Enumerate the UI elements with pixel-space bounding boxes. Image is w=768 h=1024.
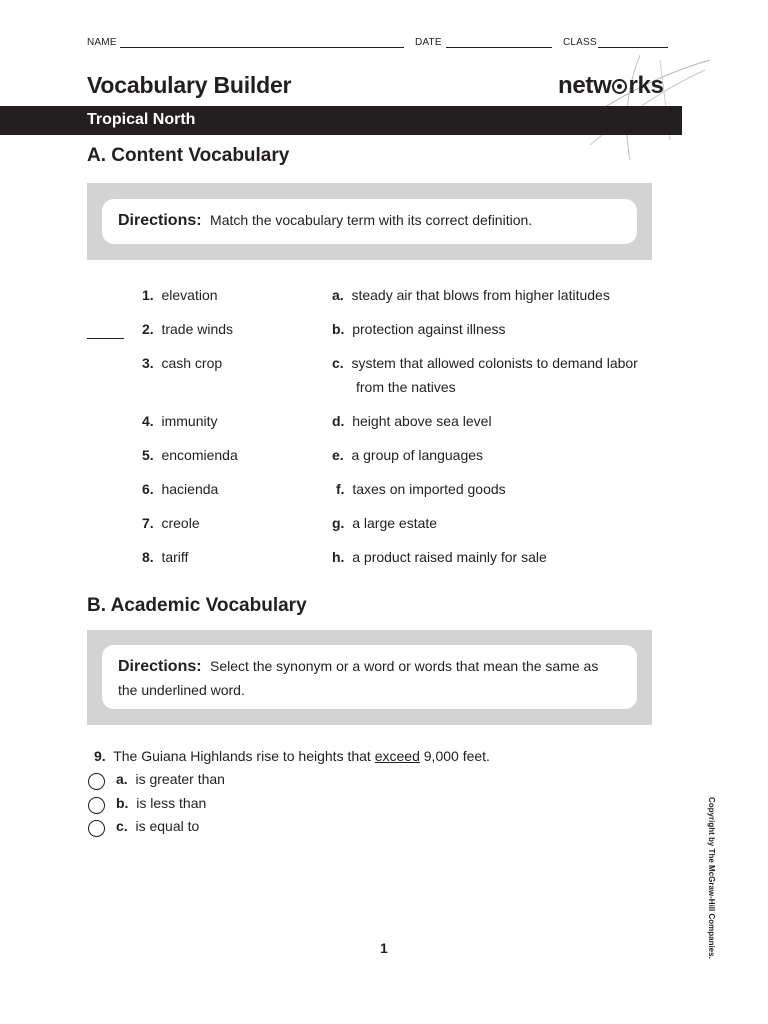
option-c-radio[interactable] bbox=[88, 820, 105, 837]
option-a-radio[interactable] bbox=[88, 773, 105, 790]
definition-row-c: c. system that allowed colonists to demand labor bbox=[332, 355, 638, 371]
class-blank[interactable] bbox=[598, 47, 668, 48]
term-row-6: 6. hacienda bbox=[142, 481, 219, 497]
answer-blank-2[interactable] bbox=[87, 338, 124, 339]
underlined-word: exceed bbox=[374, 748, 420, 764]
page-title: Vocabulary Builder bbox=[87, 72, 292, 98]
term-row-8: 8. tariff bbox=[142, 549, 189, 565]
option-a: a. is greater than bbox=[116, 771, 225, 787]
definition-row-e: e. a group of languages bbox=[332, 447, 484, 463]
subtitle: Tropical North bbox=[87, 111, 196, 128]
option-b-radio[interactable] bbox=[88, 797, 105, 814]
directions-label: Directions: bbox=[118, 212, 202, 229]
definition-row-b: b. protection against illness bbox=[332, 321, 506, 337]
definition-row-g: g. a large estate bbox=[332, 515, 438, 531]
question-9: 9. The Guiana Highlands rise to heights that exceed 9,000 feet. bbox=[94, 748, 490, 764]
directions-label-b: Directions: bbox=[118, 658, 202, 675]
term-row-1: 1. elevation bbox=[142, 287, 218, 303]
class-label: CLASS bbox=[563, 37, 597, 48]
definition-row-f: f. taxes on imported goods bbox=[336, 481, 506, 497]
term-row-3: 3. cash crop bbox=[142, 355, 223, 371]
date-label: DATE bbox=[415, 37, 442, 48]
directions-text: Match the vocabulary term with its correct definition. bbox=[210, 212, 533, 228]
definition-row-d: d. height above sea level bbox=[332, 413, 492, 429]
name-label: NAME bbox=[87, 37, 117, 48]
directions-box-a bbox=[87, 183, 652, 260]
copyright-notice: Copyright by The McGraw-Hill Companies. bbox=[707, 797, 716, 959]
section-a-title: A. Content Vocabulary bbox=[87, 145, 290, 166]
term-row-5: 5. encomienda bbox=[142, 447, 238, 463]
name-blank[interactable] bbox=[120, 47, 404, 48]
term-row-4: 4. immunity bbox=[142, 413, 218, 429]
globe-icon bbox=[612, 79, 627, 94]
directions-text-b-line1: Select the synonym or a word or words that mean the same as bbox=[210, 658, 599, 674]
term-row-7: 7. creole bbox=[142, 515, 200, 531]
term-row-2: 2. trade winds bbox=[142, 321, 234, 337]
networks-logo: netw rks bbox=[558, 72, 664, 99]
section-b-title: B. Academic Vocabulary bbox=[87, 595, 307, 616]
directions-box-b bbox=[87, 630, 652, 725]
page-number: 1 bbox=[380, 940, 388, 956]
option-c: c. is equal to bbox=[116, 818, 200, 834]
definition-row-c-line2: from the natives bbox=[356, 379, 456, 395]
definition-row-h: h. a product raised mainly for sale bbox=[332, 549, 547, 565]
directions-text-b-line2: the underlined word. bbox=[118, 682, 245, 698]
option-b: b. is less than bbox=[116, 795, 207, 811]
definition-row-a: a. steady air that blows from higher latitudes bbox=[332, 287, 610, 303]
date-blank[interactable] bbox=[446, 47, 552, 48]
